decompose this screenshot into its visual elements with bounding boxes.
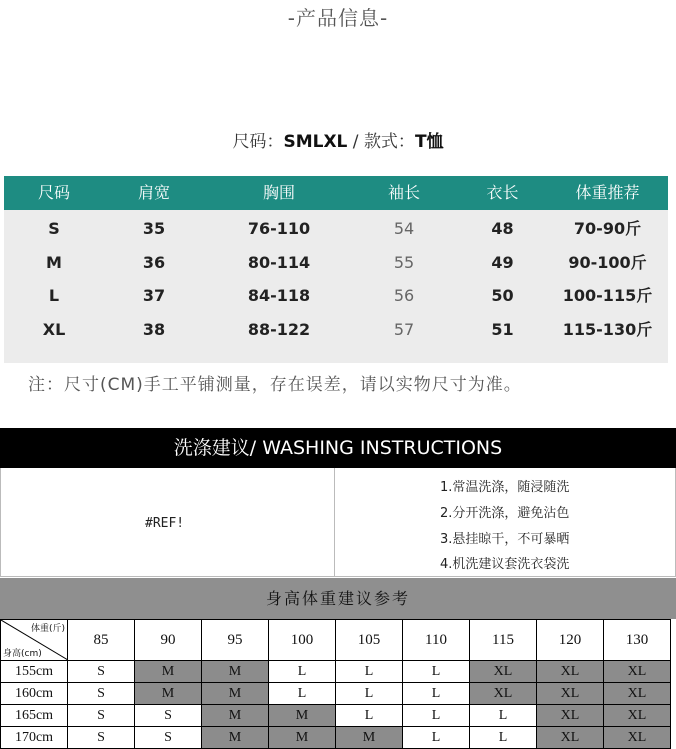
size-recommendation-cell: L — [403, 661, 470, 683]
size-cell: 38 — [142, 319, 166, 339]
corner-cell — [1, 620, 68, 661]
size-recommendation-cell: L — [470, 727, 537, 749]
weight-header-cell: 85 — [68, 620, 135, 661]
washing-item: 1.常温洗涤，随浸随洗 — [440, 480, 570, 495]
size-cell: 90-100斤 — [568, 252, 647, 272]
weight-header-cell: 130 — [604, 620, 671, 661]
size-recommendation-cell: XL — [604, 683, 671, 705]
size-recommendation-cell: M — [202, 727, 269, 749]
size-cell: 88-122 — [247, 319, 311, 339]
size-recommendation-cell: M — [135, 661, 202, 683]
size-recommendation-cell: M — [202, 661, 269, 683]
size-recommendation-cell: M — [135, 683, 202, 705]
weight-header-cell: 115 — [470, 620, 537, 661]
weight-header-cell: 100 — [269, 620, 336, 661]
washing-title-band: 洗涤建议/ WASHING INSTRUCTIONS — [0, 428, 676, 468]
size-recommendation-cell: L — [336, 705, 403, 727]
size-recommendation-cell: M — [269, 705, 336, 727]
style-label: 款式： — [363, 132, 415, 152]
size-recommendation-cell: S — [68, 727, 135, 749]
style-value: T恤 — [414, 132, 444, 152]
size-recommendation-cell: L — [269, 661, 336, 683]
size-recommendation-cell: S — [68, 661, 135, 683]
size-recommendation-cell: S — [68, 683, 135, 705]
size-recommendation-cell: XL — [470, 661, 537, 683]
size-cell: L — [48, 286, 60, 305]
size-recommendation-cell: M — [202, 705, 269, 727]
size-cell: 56 — [393, 286, 415, 305]
washing-ref-error: #REF! — [145, 516, 185, 531]
size-header-cell: 衣长 — [486, 183, 519, 202]
size-recommendation-cell: L — [470, 705, 537, 727]
size-recommendation-cell: XL — [470, 683, 537, 705]
size-cell: 48 — [491, 219, 514, 238]
washing-item: 3.悬挂晾干，不可暴晒 — [440, 532, 570, 547]
size-recommendation-cell: XL — [537, 705, 604, 727]
table-row — [1, 705, 671, 727]
height-cell: 160cm — [1, 683, 68, 705]
size-cell: S — [48, 219, 60, 238]
weight-header-cell: 120 — [537, 620, 604, 661]
size-header-cell: 体重推荐 — [575, 183, 640, 202]
size-cell: 54 — [393, 219, 415, 238]
size-chart-header — [4, 176, 668, 210]
size-recommendation-cell: S — [135, 705, 202, 727]
corner-height-label: 身高(cm) — [3, 649, 42, 659]
height-weight-title-band: 身高体重建议参考 — [0, 578, 676, 619]
size-recommendation-cell: XL — [604, 705, 671, 727]
measurement-note: 注：尺寸(CM)手工平铺测量，存在误差，请以实物尺寸为准。 — [28, 375, 522, 395]
size-recommendation-cell: S — [68, 705, 135, 727]
size-cell: M — [46, 252, 62, 272]
size-cell: 55 — [393, 252, 415, 272]
size-recommendation-cell: M — [202, 683, 269, 705]
size-cell: XL — [42, 319, 66, 339]
table-row — [1, 683, 671, 705]
weight-header-cell: 110 — [403, 620, 470, 661]
size-cell: 84-118 — [247, 286, 311, 305]
washing-item: 2.分开洗涤，避免沾色 — [440, 506, 570, 521]
size-recommendation-cell: L — [336, 683, 403, 705]
table-row — [1, 661, 671, 683]
size-recommendation-cell: M — [336, 727, 403, 749]
weight-header-cell: 105 — [336, 620, 403, 661]
weight-header-row — [1, 620, 671, 661]
washing-content-box — [0, 468, 676, 577]
spec-separator: / — [347, 132, 364, 152]
size-header-cell: 胸围 — [262, 183, 295, 202]
size-cell: 49 — [491, 252, 514, 272]
size-recommendation-cell: XL — [537, 661, 604, 683]
corner-weight-label: 体重(斤) — [30, 624, 65, 634]
washing-item: 4.机洗建议套洗衣袋洗 — [440, 557, 570, 572]
size-cell: 37 — [142, 286, 166, 305]
product-spec-line — [0, 127, 676, 152]
size-cell: 51 — [491, 319, 514, 339]
size-cell: 70-90斤 — [573, 219, 642, 238]
size-header-cell: 尺码 — [37, 183, 70, 202]
size-recommendation-cell: L — [336, 661, 403, 683]
size-header-cell: 袖长 — [387, 183, 420, 202]
size-recommendation-cell: XL — [604, 661, 671, 683]
size-recommendation-cell: XL — [537, 683, 604, 705]
size-recommendation-cell: L — [403, 727, 470, 749]
size-cell: 100-115斤 — [562, 286, 653, 305]
size-cell: 36 — [142, 252, 166, 272]
size-cell: 80-114 — [247, 252, 311, 272]
height-cell: 165cm — [1, 705, 68, 727]
size-recommendation-cell: M — [269, 727, 336, 749]
page-title: -产品信息- — [287, 6, 389, 30]
size-label: 尺码： — [232, 132, 284, 152]
size-value: SMLXL — [283, 132, 348, 152]
size-recommendation-cell: L — [403, 683, 470, 705]
height-cell: 155cm — [1, 661, 68, 683]
size-cell: 115-130斤 — [562, 319, 653, 339]
height-weight-table — [0, 619, 671, 749]
size-recommendation-cell: XL — [604, 727, 671, 749]
size-cell: 57 — [393, 319, 415, 339]
size-header-cell: 肩宽 — [137, 183, 170, 202]
size-recommendation-cell: L — [269, 683, 336, 705]
table-row — [1, 727, 671, 749]
weight-header-cell: 95 — [202, 620, 269, 661]
size-cell: 50 — [491, 286, 514, 305]
size-recommendation-cell: L — [403, 705, 470, 727]
size-cell: 35 — [142, 219, 166, 238]
weight-header-cell: 90 — [135, 620, 202, 661]
washing-divider — [334, 468, 335, 576]
size-chart-table — [4, 176, 668, 363]
height-cell: 170cm — [1, 727, 68, 749]
size-cell: 76-110 — [247, 219, 311, 238]
size-recommendation-cell: S — [135, 727, 202, 749]
size-recommendation-cell: XL — [537, 727, 604, 749]
